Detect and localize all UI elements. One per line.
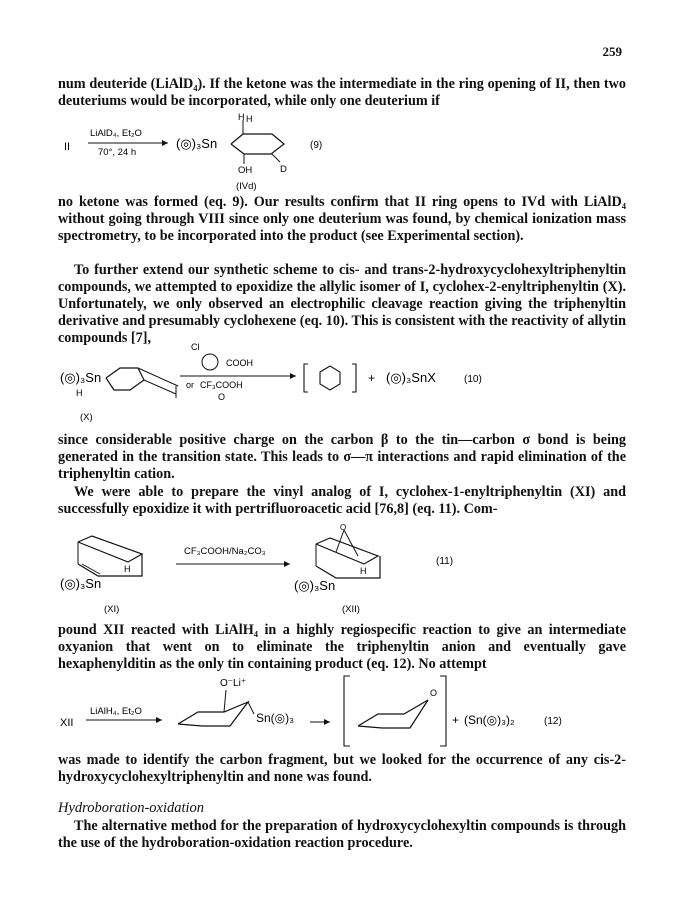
paragraph-5-text: We were able to prepare the vinyl analog of I, cyclohex-1-enyltriphenyltin (XI) and successfully epoxidize it with pertrifluoroacetic acid [76,8] (eq. 11). Com-	[58, 484, 626, 517]
eq11-label-left: (XI)	[104, 604, 120, 615]
eq12-product: (Sn(◎)₃)₂	[464, 713, 515, 727]
paragraph-4-text: since considerable positive charge on the carbon β to the tin—carbon σ bond is being generated in the transition state. This leads to σ—π interactions and rapid elimination of the triphenyltin cation.	[58, 432, 626, 482]
equation-9	[58, 112, 626, 192]
eq12-plus: +	[452, 713, 460, 727]
equation-11	[58, 524, 626, 616]
paragraph-2-text: no ketone was formed (eq. 9). Our results confirm that II ring opens to IVd with LiAlD₄ without going through VIII since only one deuterium was found, by chemical ionization mass spectrometry, to be incorporated into the product (see Experimental section).	[58, 194, 626, 244]
paragraph-7	[58, 752, 626, 786]
eq9-number: (9)	[310, 140, 323, 151]
eq12-sn: Sn(◎)₃	[256, 711, 295, 725]
section-heading: Hydroboration-oxidation	[58, 800, 205, 816]
eq9-d-label: D	[280, 164, 287, 175]
eq9-product-sn: (◎)₃Sn	[176, 136, 218, 151]
paragraph-4	[58, 432, 626, 483]
equation-10	[58, 338, 626, 426]
eq12-reactant: XII	[60, 717, 74, 729]
eq12-number: (12)	[544, 716, 562, 727]
eq10-reagent-bottom: CF₃COOH	[200, 380, 243, 390]
page-number: 259	[602, 44, 622, 59]
eq10-o-label: O	[218, 392, 226, 402]
eq10-h-label: H	[76, 388, 83, 398]
paragraph-1	[58, 76, 626, 110]
eq10-product-sn: (◎)₃SnX	[386, 370, 436, 385]
eq11-h-label: H	[124, 564, 131, 574]
eq9-reactant: II	[64, 141, 71, 153]
paragraph-1-text: num deuteride (LiAlD₄). If the ketone was the intermediate in the ring opening of II, then two deuteriums would be incorporated, while only one deuterium if	[58, 76, 626, 109]
eq12-o-label: O	[430, 688, 438, 698]
eq10-reagent-cl: Cl	[191, 342, 200, 352]
eq9-h-label: H	[238, 112, 245, 122]
eq10-plus: +	[368, 371, 376, 385]
equation-12	[58, 674, 626, 748]
eq10-reagent-cooh: COOH	[226, 358, 253, 368]
eq9-compound-label: (IVd)	[236, 181, 257, 192]
paragraph-8	[58, 818, 626, 852]
paragraph-2	[58, 194, 626, 245]
eq10-number: (10)	[464, 374, 482, 385]
eq11-o-label: O	[340, 524, 347, 532]
eq12-anion: O⁻Li⁺	[220, 678, 247, 689]
eq9-h-label-2: H	[246, 114, 253, 124]
eq9-oh-label: OH	[238, 165, 253, 176]
eq11-reagent: CF₃COOH/Na₂CO₃	[184, 546, 266, 557]
paragraph-8-text: The alternative method for the preparation of hydroxycyclohexyltin compounds is through the use of the hydroboration-oxidation reaction procedure.	[58, 818, 626, 851]
eq9-conditions: 70°, 24 h	[98, 147, 137, 158]
eq10-or: or	[186, 380, 195, 390]
paragraph-3-text: To further extend our synthetic scheme to cis- and trans-2-hydroxycyclohexyltriphenyltin compounds, we attempted to epoxidize the allylic isomer of I, cyclohex-2-enyltriphenyltin (X). Unfortunately, we only observed an electrophilic cleavage reaction giving the triphenyltin derivative and presumably cyclohexene (eq. 10). This is consistent with the reactivity of allytin compounds [7],	[58, 262, 626, 346]
eq10-reactant-sn: (◎)₃Sn	[60, 370, 102, 385]
eq11-product-sn: (◎)₃Sn	[294, 578, 336, 593]
eq11-number: (11)	[436, 556, 454, 567]
eq10-compound-label: (X)	[80, 412, 93, 423]
eq9-reagent: LiAlD₄, Et₂O	[90, 128, 142, 139]
eq11-label-right: (XII)	[342, 604, 360, 615]
paragraph-6-text: pound XII reacted with LiAlH₄ in a highly regiospecific reaction to give an intermediate oxyanion that went on to eliminate the triphenyltin anion and eventually gave hexaphenylditin as the only tin containing product (eq. 12). No attempt	[58, 622, 626, 672]
paragraph-5	[58, 484, 626, 518]
eq11-h-label-2: H	[360, 566, 367, 576]
eq11-reactant-sn: (◎)₃Sn	[60, 576, 102, 591]
paragraph-3	[58, 262, 626, 347]
paragraph-6	[58, 622, 626, 673]
paragraph-7-text: was made to identify the carbon fragment, but we looked for the occurrence of any cis-2-hydroxycyclohexyltriphenyltin and none was found.	[58, 752, 626, 785]
eq12-reagent: LiAlH₄, Et₂O	[90, 706, 142, 717]
